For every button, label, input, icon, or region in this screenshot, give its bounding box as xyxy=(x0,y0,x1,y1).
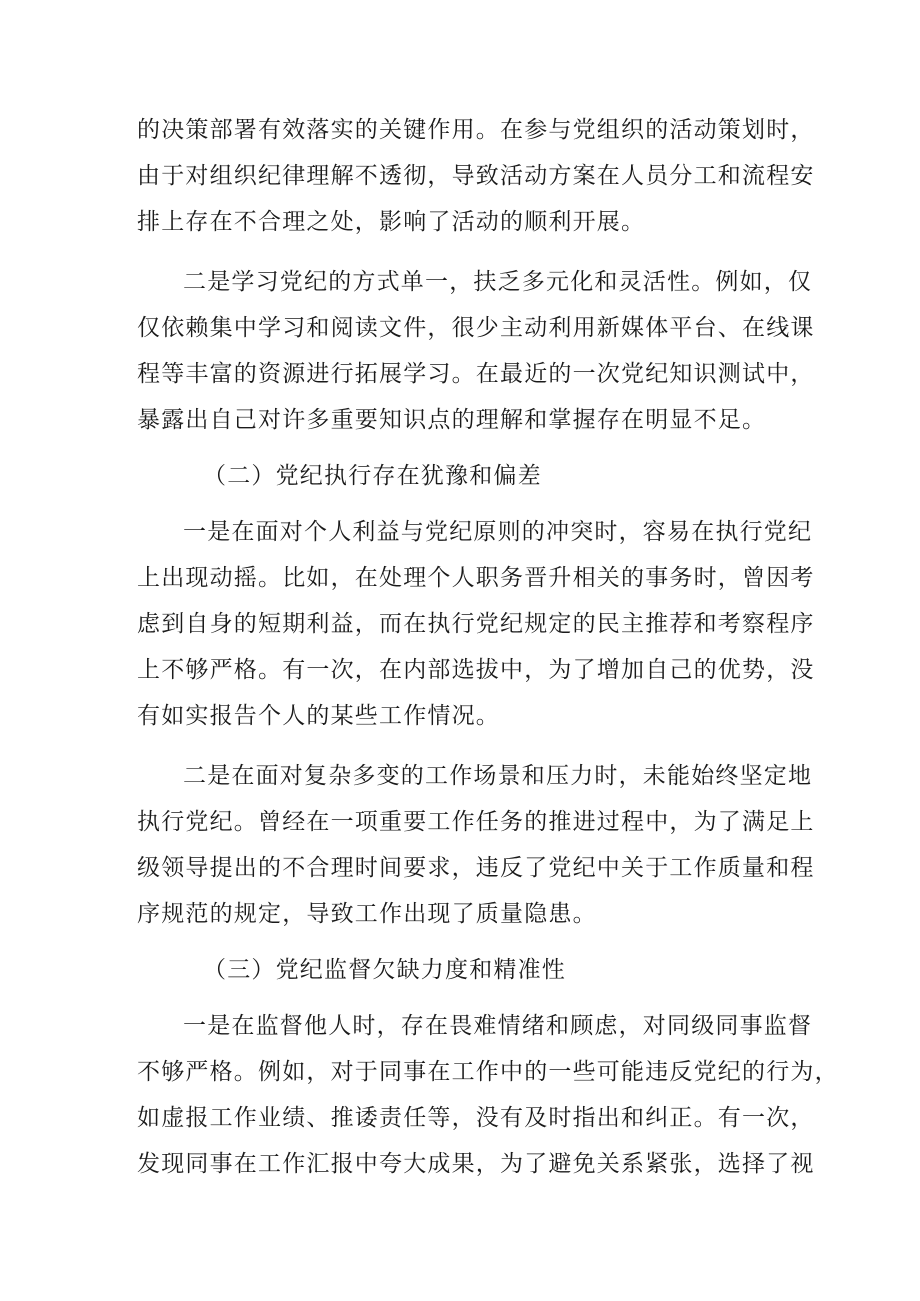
text-line: 序规范的规定，导致工作出现了质量隐患。 xyxy=(137,901,597,927)
text-line: 二是学习党纪的方式单一，扶乏多元化和灵活性。例如，仅 xyxy=(183,269,813,295)
paragraph xyxy=(137,509,815,739)
text-line: 由于对组织纪律理解不透彻，导致活动方案在人员分工和流程安 xyxy=(137,163,815,189)
text-line: 不够严格。例如，对于同事在工作中的一些可能违反党纪的行为， xyxy=(137,1059,839,1085)
text-line: 排上存在不合理之处，影响了活动的顺利开展。 xyxy=(137,209,646,235)
text-line: 如虚报工作业绩、推诿责任等，没有及时指出和纠正。有一次， xyxy=(137,1105,815,1131)
text-line: 暴露出自己对许多重要知识点的理解和掌握存在明显不足。 xyxy=(137,407,767,433)
section-heading: （二）党纪执行存在犹豫和偏差 xyxy=(203,463,542,489)
paragraph xyxy=(137,259,815,443)
paragraph xyxy=(137,753,815,937)
text-line: 虑到自身的短期利益，而在执行党纪规定的民主推荐和考察程序 xyxy=(137,611,815,637)
text-line: 一是在监督他人时，存在畏难情绪和顾虑，对同级同事监督 xyxy=(183,1013,813,1039)
text-line: 级领导提出的不合理时间要求，违反了党纪中关于工作质量和程 xyxy=(137,855,815,881)
text-line: 二是在面对复杂多变的工作场景和压力时，未能始终坚定地 xyxy=(183,763,813,789)
text-line: 有如实报告个人的某些工作情况。 xyxy=(137,703,500,729)
text-line: 仅依赖集中学习和阅读文件，很少主动利用新媒体平台、在线课 xyxy=(137,315,815,341)
text-line: 发现同事在工作汇报中夸大成果，为了避免关系紧张，选择了视 xyxy=(137,1151,815,1177)
text-line: 一是在面对个人利益与党纪原则的冲突时，容易在执行党纪 xyxy=(183,519,813,545)
document-body xyxy=(137,107,839,1187)
section-heading: （三）党纪监督欠缺力度和精准性 xyxy=(203,957,566,983)
paragraph xyxy=(137,107,815,245)
text-line: 执行党纪。曾经在一项重要工作任务的推进过程中，为了满足上 xyxy=(137,809,815,835)
paragraph xyxy=(137,1003,839,1187)
text-line: 上出现动摇。比如，在处理个人职务晋升相关的事务时，曾因考 xyxy=(137,565,815,591)
text-line: 的决策部署有效落实的关键作用。在参与党组织的活动策划时， xyxy=(137,117,815,143)
text-line: 程等丰富的资源进行拓展学习。在最近的一次党纪知识测试中， xyxy=(137,361,815,387)
text-line: 上不够严格。有一次，在内部选拔中，为了增加自己的优势，没 xyxy=(137,657,815,683)
